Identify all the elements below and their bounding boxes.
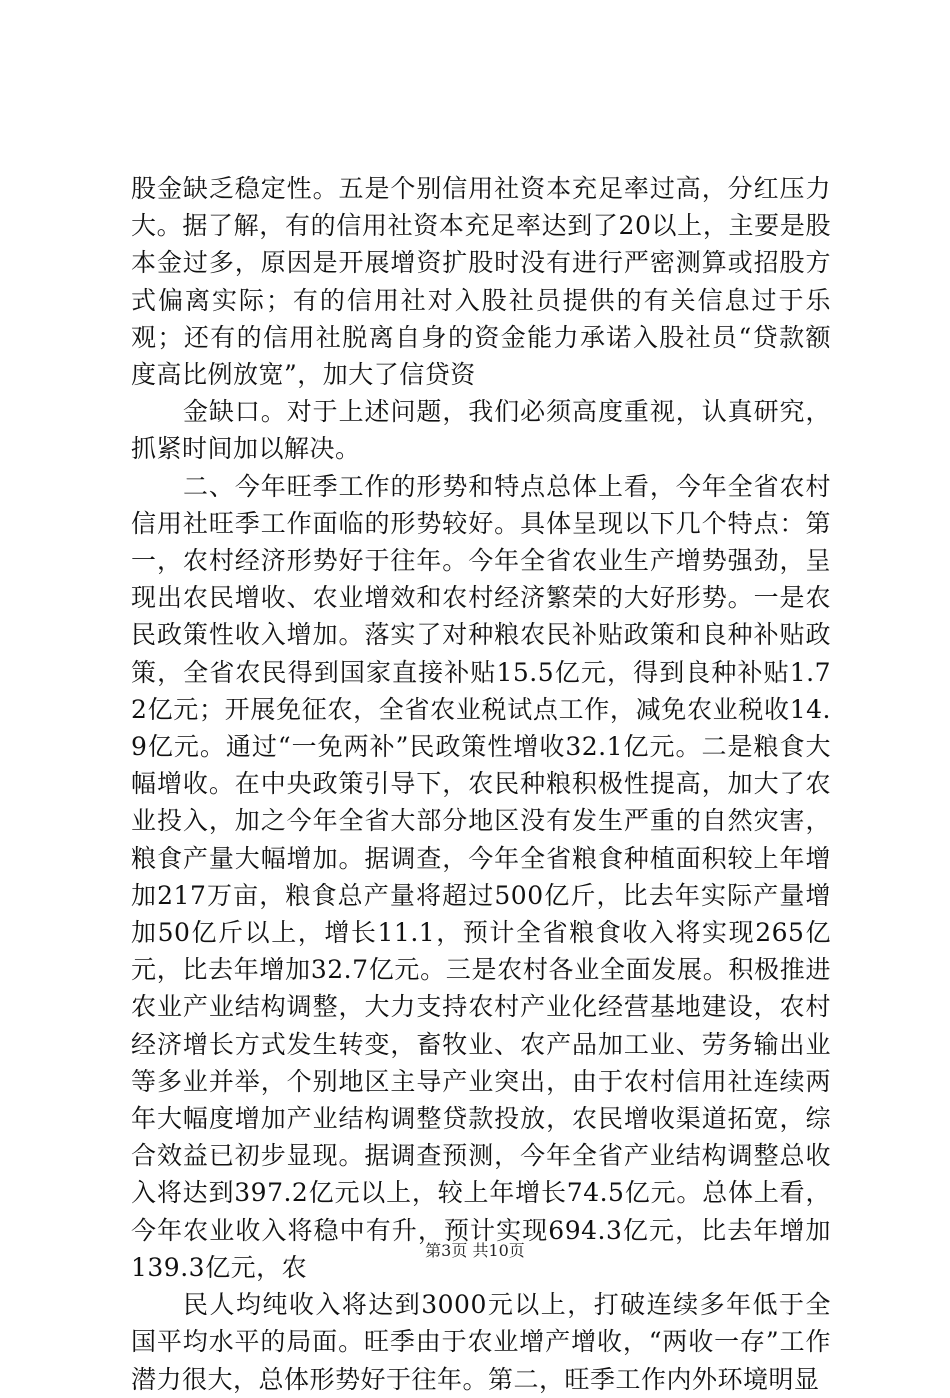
document-body	[131, 170, 831, 1398]
paragraph-2: 金缺口。对于上述问题，我们必须高度重视，认真研究，抓紧时间加以解决。	[131, 397, 831, 464]
paragraph-4: 民人均纯收入将达到3000元以上，打破连续多年低于全国平均水平的局面。旺季由于农业增产增收，“两收一存”工作潜力很大，总体形势好于往年。第二，旺季工作内外环境明显	[131, 1290, 831, 1394]
paragraph-3: 二、今年旺季工作的形势和特点总体上看，今年全省农村信用社旺季工作面临的形势较好。具体呈现以下几个特点：第一，农村经济形势好于往年。今年全省农业生产增势强劲，呈现出农民增收、农业增效和农村经济繁荣的大好形势。一是农民政策性收入增加。落实了对种粮农民补贴政策和良种补贴政策，全省农民得到国家直接补贴15.5亿元，得到良种补贴1.72亿元；开展免征农，全省农业税试点工作，减免农业税收14.9亿元。通过“一免两补”民政策性增收32.1亿元。二是粮食大幅增收。在中央政策引导下，农民种粮积极性提高，加大了农业投入，加之今年全省大部分地区没有发生严重的自然灾害，粮食产量大幅增加。据调查，今年全省粮食种植面积较上年增加217万亩，粮食总产量将超过500亿斤，比去年实际产量增加50亿斤以上，增长11.1，预计全省粮食收入将实现265亿元，比去年增加32.7亿元。三是农村各业全面发展。积极推进农业产业结构调整，大力支持农村产业化经营基地建设，农村经济增长方式发生转变，畜牧业、农产品加工业、劳务输出业等多业并举，个别地区主导产业突出，由于农村信用社连续两年大幅度增加产业结构调整贷款投放，农民增收渠道拓宽，综合效益已初步显现。据调查预测，今年全省产业结构调整总收入将达到397.2亿元以上，较上年增长74.5亿元。总体上看，今年农业收入将稳中有升，预计实现694.3亿元，比去年增加139.3亿元，农	[131, 471, 831, 1282]
paragraph-1: 股金缺乏稳定性。五是个别信用社资本充足率过高，分红压力大。据了解，有的信用社资本充足率达到了20以上，主要是股本金过多，原因是开展增资扩股时没有进行严密测算或招股方式偏离实际；有的信用社对入股社员提供的有关信息过于乐观；还有的信用社脱离自身的资金能力承诺入股社员“贷款额度高比例放宽”，加大了信贷资	[131, 174, 831, 390]
page-number-footer: 第3页 共10页	[425, 1241, 525, 1260]
